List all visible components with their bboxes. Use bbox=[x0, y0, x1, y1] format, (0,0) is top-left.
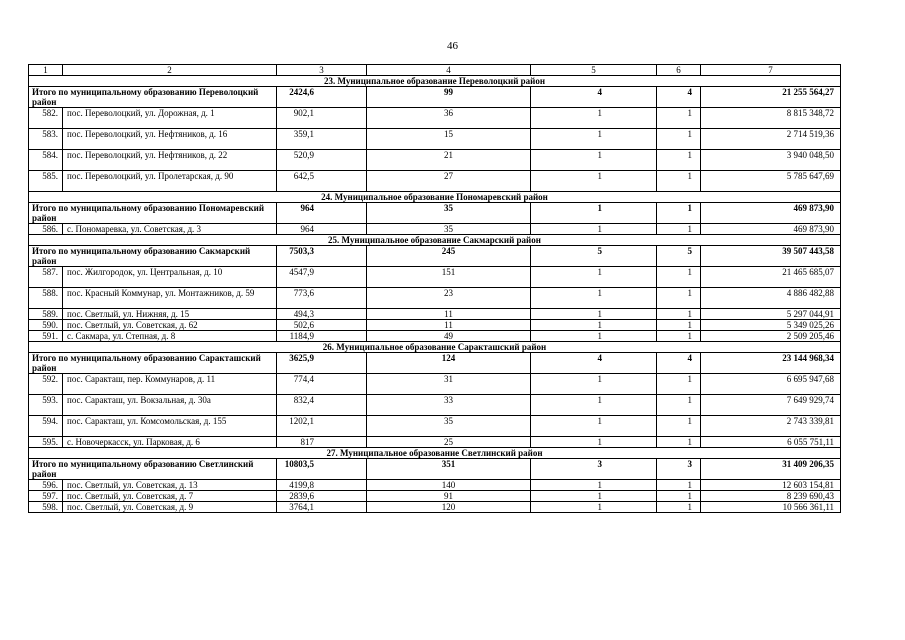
row-residents: 33 bbox=[367, 395, 531, 416]
total-cost: 31 409 206,35 bbox=[701, 459, 841, 480]
row-address: пос. Переволоцкий, ул. Нефтяников, д. 16 bbox=[63, 129, 277, 150]
row-residents: 15 bbox=[367, 129, 531, 150]
total-row bbox=[29, 246, 841, 267]
row-count-a: 1 bbox=[531, 150, 657, 171]
total-area: 3625,9 bbox=[277, 353, 367, 374]
row-residents: 31 bbox=[367, 374, 531, 395]
section-title: 26. Муниципальное образование Саракташский район bbox=[29, 342, 841, 353]
row-area: 4547,9 bbox=[277, 267, 367, 288]
row-area: 773,6 bbox=[277, 288, 367, 309]
column-number-row bbox=[29, 65, 841, 76]
row-residents: 25 bbox=[367, 437, 531, 448]
row-address: пос. Светлый, ул. Советская, д. 7 bbox=[63, 491, 277, 502]
row-area: 1184,9 bbox=[277, 331, 367, 342]
row-area: 520,9 bbox=[277, 150, 367, 171]
column-header: 7 bbox=[701, 65, 841, 76]
section-title: 24. Муниципальное образование Пономаревский район bbox=[29, 192, 841, 203]
total-residents: 35 bbox=[367, 203, 531, 224]
total-count-b: 4 bbox=[657, 353, 701, 374]
table-row bbox=[29, 437, 841, 448]
column-header: 1 bbox=[29, 65, 63, 76]
row-count-a: 1 bbox=[531, 288, 657, 309]
row-count-b: 1 bbox=[657, 129, 701, 150]
table-row bbox=[29, 416, 841, 437]
row-cost: 7 649 929,74 bbox=[701, 395, 841, 416]
row-address: пос. Саракташ, ул. Комсомольская, д. 155 bbox=[63, 416, 277, 437]
row-number: 593. bbox=[29, 395, 63, 416]
row-number: 597. bbox=[29, 491, 63, 502]
row-address: пос. Переволоцкий, ул. Дорожная, д. 1 bbox=[63, 108, 277, 129]
row-residents: 120 bbox=[367, 502, 531, 513]
total-cost: 21 255 564,27 bbox=[701, 87, 841, 108]
row-count-b: 1 bbox=[657, 374, 701, 395]
section-title: 27. Муниципальное образование Светлинский район bbox=[29, 448, 841, 459]
row-residents: 35 bbox=[367, 224, 531, 235]
table-row bbox=[29, 108, 841, 129]
row-cost: 3 940 048,50 bbox=[701, 150, 841, 171]
total-label: Итого по муниципальному образованию Сакмарский район bbox=[29, 246, 277, 267]
housing-table-wrap bbox=[28, 64, 840, 513]
row-count-a: 1 bbox=[531, 502, 657, 513]
table-row bbox=[29, 331, 841, 342]
row-address: пос. Жилгородок, ул. Центральная, д. 10 bbox=[63, 267, 277, 288]
row-area: 359,1 bbox=[277, 129, 367, 150]
row-address: пос. Светлый, ул. Советская, д. 62 bbox=[63, 320, 277, 331]
table-row bbox=[29, 309, 841, 320]
row-residents: 11 bbox=[367, 320, 531, 331]
row-count-a: 1 bbox=[531, 374, 657, 395]
row-count-b: 1 bbox=[657, 437, 701, 448]
row-area: 817 bbox=[277, 437, 367, 448]
table-row bbox=[29, 374, 841, 395]
row-number: 582. bbox=[29, 108, 63, 129]
row-address: пос. Саракташ, ул. Вокзальная, д. 30а bbox=[63, 395, 277, 416]
row-cost: 2 743 339,81 bbox=[701, 416, 841, 437]
row-number: 589. bbox=[29, 309, 63, 320]
section-title-row bbox=[29, 76, 841, 87]
row-number: 591. bbox=[29, 331, 63, 342]
row-address: с. Пономаревка, ул. Советская, д. 3 bbox=[63, 224, 277, 235]
total-area: 964 bbox=[277, 203, 367, 224]
row-area: 642,5 bbox=[277, 171, 367, 192]
table-body bbox=[29, 65, 841, 513]
row-count-a: 1 bbox=[531, 437, 657, 448]
section-title: 23. Муниципальное образование Переволоцкий район bbox=[29, 76, 841, 87]
row-number: 585. bbox=[29, 171, 63, 192]
row-number: 583. bbox=[29, 129, 63, 150]
row-residents: 151 bbox=[367, 267, 531, 288]
row-cost: 5 785 647,69 bbox=[701, 171, 841, 192]
row-number: 584. bbox=[29, 150, 63, 171]
row-address: с. Новочеркасск, ул. Парковая, д. 6 bbox=[63, 437, 277, 448]
total-count-a: 4 bbox=[531, 353, 657, 374]
row-cost: 5 297 044,91 bbox=[701, 309, 841, 320]
row-count-a: 1 bbox=[531, 331, 657, 342]
row-count-a: 1 bbox=[531, 320, 657, 331]
row-address: с. Сакмара, ул. Степная, д. 8 bbox=[63, 331, 277, 342]
row-cost: 10 566 361,11 bbox=[701, 502, 841, 513]
row-count-a: 1 bbox=[531, 480, 657, 491]
row-count-b: 1 bbox=[657, 491, 701, 502]
row-count-b: 1 bbox=[657, 309, 701, 320]
total-residents: 99 bbox=[367, 87, 531, 108]
row-address: пос. Переволоцкий, ул. Нефтяников, д. 22 bbox=[63, 150, 277, 171]
row-count-a: 1 bbox=[531, 491, 657, 502]
total-row bbox=[29, 87, 841, 108]
row-address: пос. Светлый, ул. Советская, д. 9 bbox=[63, 502, 277, 513]
row-count-a: 1 bbox=[531, 395, 657, 416]
row-residents: 91 bbox=[367, 491, 531, 502]
row-cost: 8 815 348,72 bbox=[701, 108, 841, 129]
table-row bbox=[29, 129, 841, 150]
page-number: 46 bbox=[447, 40, 458, 52]
row-address: пос. Красный Коммунар, ул. Монтажников, д. 59 bbox=[63, 288, 277, 309]
total-row bbox=[29, 353, 841, 374]
total-label: Итого по муниципальному образованию Пономаревский район bbox=[29, 203, 277, 224]
row-count-a: 1 bbox=[531, 416, 657, 437]
table-row bbox=[29, 491, 841, 502]
row-count-a: 1 bbox=[531, 267, 657, 288]
row-cost: 8 239 690,43 bbox=[701, 491, 841, 502]
row-cost: 6 055 751,11 bbox=[701, 437, 841, 448]
total-cost: 39 507 443,58 bbox=[701, 246, 841, 267]
row-area: 774,4 bbox=[277, 374, 367, 395]
row-number: 595. bbox=[29, 437, 63, 448]
total-label: Итого по муниципальному образованию Светлинский район bbox=[29, 459, 277, 480]
column-header: 2 bbox=[63, 65, 277, 76]
row-area: 4199,8 bbox=[277, 480, 367, 491]
row-number: 592. bbox=[29, 374, 63, 395]
row-count-a: 1 bbox=[531, 171, 657, 192]
total-count-a: 4 bbox=[531, 87, 657, 108]
section-title: 25. Муниципальное образование Сакмарский район bbox=[29, 235, 841, 246]
total-label: Итого по муниципальному образованию Саракташский район bbox=[29, 353, 277, 374]
row-count-b: 1 bbox=[657, 331, 701, 342]
total-row bbox=[29, 203, 841, 224]
row-area: 964 bbox=[277, 224, 367, 235]
section-title-row bbox=[29, 192, 841, 203]
section-title-row bbox=[29, 448, 841, 459]
total-count-a: 1 bbox=[531, 203, 657, 224]
row-number: 598. bbox=[29, 502, 63, 513]
row-residents: 49 bbox=[367, 331, 531, 342]
housing-table bbox=[28, 64, 841, 513]
row-area: 3764,1 bbox=[277, 502, 367, 513]
row-area: 502,6 bbox=[277, 320, 367, 331]
row-area: 494,3 bbox=[277, 309, 367, 320]
table-row bbox=[29, 267, 841, 288]
table-row bbox=[29, 480, 841, 491]
row-residents: 27 bbox=[367, 171, 531, 192]
row-residents: 140 bbox=[367, 480, 531, 491]
row-count-a: 1 bbox=[531, 108, 657, 129]
row-cost: 469 873,90 bbox=[701, 224, 841, 235]
row-address: пос. Светлый, ул. Нижняя, д. 15 bbox=[63, 309, 277, 320]
row-count-b: 1 bbox=[657, 320, 701, 331]
row-area: 832,4 bbox=[277, 395, 367, 416]
column-header: 6 bbox=[657, 65, 701, 76]
row-count-b: 1 bbox=[657, 395, 701, 416]
row-cost: 4 886 482,88 bbox=[701, 288, 841, 309]
table-row bbox=[29, 502, 841, 513]
table-row bbox=[29, 171, 841, 192]
total-cost: 23 144 968,34 bbox=[701, 353, 841, 374]
row-count-b: 1 bbox=[657, 171, 701, 192]
row-residents: 35 bbox=[367, 416, 531, 437]
row-cost: 2 714 519,36 bbox=[701, 129, 841, 150]
row-number: 594. bbox=[29, 416, 63, 437]
total-area: 10803,5 bbox=[277, 459, 367, 480]
row-residents: 21 bbox=[367, 150, 531, 171]
total-count-b: 4 bbox=[657, 87, 701, 108]
table-row bbox=[29, 320, 841, 331]
row-cost: 12 603 154,81 bbox=[701, 480, 841, 491]
total-residents: 351 bbox=[367, 459, 531, 480]
total-cost: 469 873,90 bbox=[701, 203, 841, 224]
table-row bbox=[29, 150, 841, 171]
row-count-b: 1 bbox=[657, 150, 701, 171]
row-cost: 2 509 205,46 bbox=[701, 331, 841, 342]
row-number: 596. bbox=[29, 480, 63, 491]
total-row bbox=[29, 459, 841, 480]
row-number: 587. bbox=[29, 267, 63, 288]
column-header: 5 bbox=[531, 65, 657, 76]
total-count-a: 3 bbox=[531, 459, 657, 480]
total-count-a: 5 bbox=[531, 246, 657, 267]
total-count-b: 5 bbox=[657, 246, 701, 267]
row-area: 1202,1 bbox=[277, 416, 367, 437]
total-label: Итого по муниципальному образованию Переволоцкий район bbox=[29, 87, 277, 108]
row-address: пос. Переволоцкий, ул. Пролетарская, д. 90 bbox=[63, 171, 277, 192]
section-title-row bbox=[29, 342, 841, 353]
row-count-b: 1 bbox=[657, 502, 701, 513]
table-row bbox=[29, 224, 841, 235]
table-row bbox=[29, 395, 841, 416]
row-residents: 11 bbox=[367, 309, 531, 320]
row-number: 586. bbox=[29, 224, 63, 235]
row-count-b: 1 bbox=[657, 288, 701, 309]
row-address: пос. Саракташ, пер. Коммунаров, д. 11 bbox=[63, 374, 277, 395]
total-count-b: 3 bbox=[657, 459, 701, 480]
row-count-b: 1 bbox=[657, 480, 701, 491]
total-area: 2424,6 bbox=[277, 87, 367, 108]
row-area: 2839,6 bbox=[277, 491, 367, 502]
row-count-a: 1 bbox=[531, 309, 657, 320]
row-area: 902,1 bbox=[277, 108, 367, 129]
total-area: 7503,3 bbox=[277, 246, 367, 267]
row-count-a: 1 bbox=[531, 224, 657, 235]
row-count-a: 1 bbox=[531, 129, 657, 150]
row-address: пос. Светлый, ул. Советская, д. 13 bbox=[63, 480, 277, 491]
total-residents: 245 bbox=[367, 246, 531, 267]
row-cost: 21 465 685,07 bbox=[701, 267, 841, 288]
row-count-b: 1 bbox=[657, 416, 701, 437]
row-residents: 23 bbox=[367, 288, 531, 309]
total-residents: 124 bbox=[367, 353, 531, 374]
row-count-b: 1 bbox=[657, 224, 701, 235]
row-residents: 36 bbox=[367, 108, 531, 129]
row-count-b: 1 bbox=[657, 267, 701, 288]
total-count-b: 1 bbox=[657, 203, 701, 224]
row-count-b: 1 bbox=[657, 108, 701, 129]
row-number: 588. bbox=[29, 288, 63, 309]
column-header: 3 bbox=[277, 65, 367, 76]
table-row bbox=[29, 288, 841, 309]
row-cost: 6 695 947,68 bbox=[701, 374, 841, 395]
row-cost: 5 349 025,26 bbox=[701, 320, 841, 331]
section-title-row bbox=[29, 235, 841, 246]
column-header: 4 bbox=[367, 65, 531, 76]
row-number: 590. bbox=[29, 320, 63, 331]
